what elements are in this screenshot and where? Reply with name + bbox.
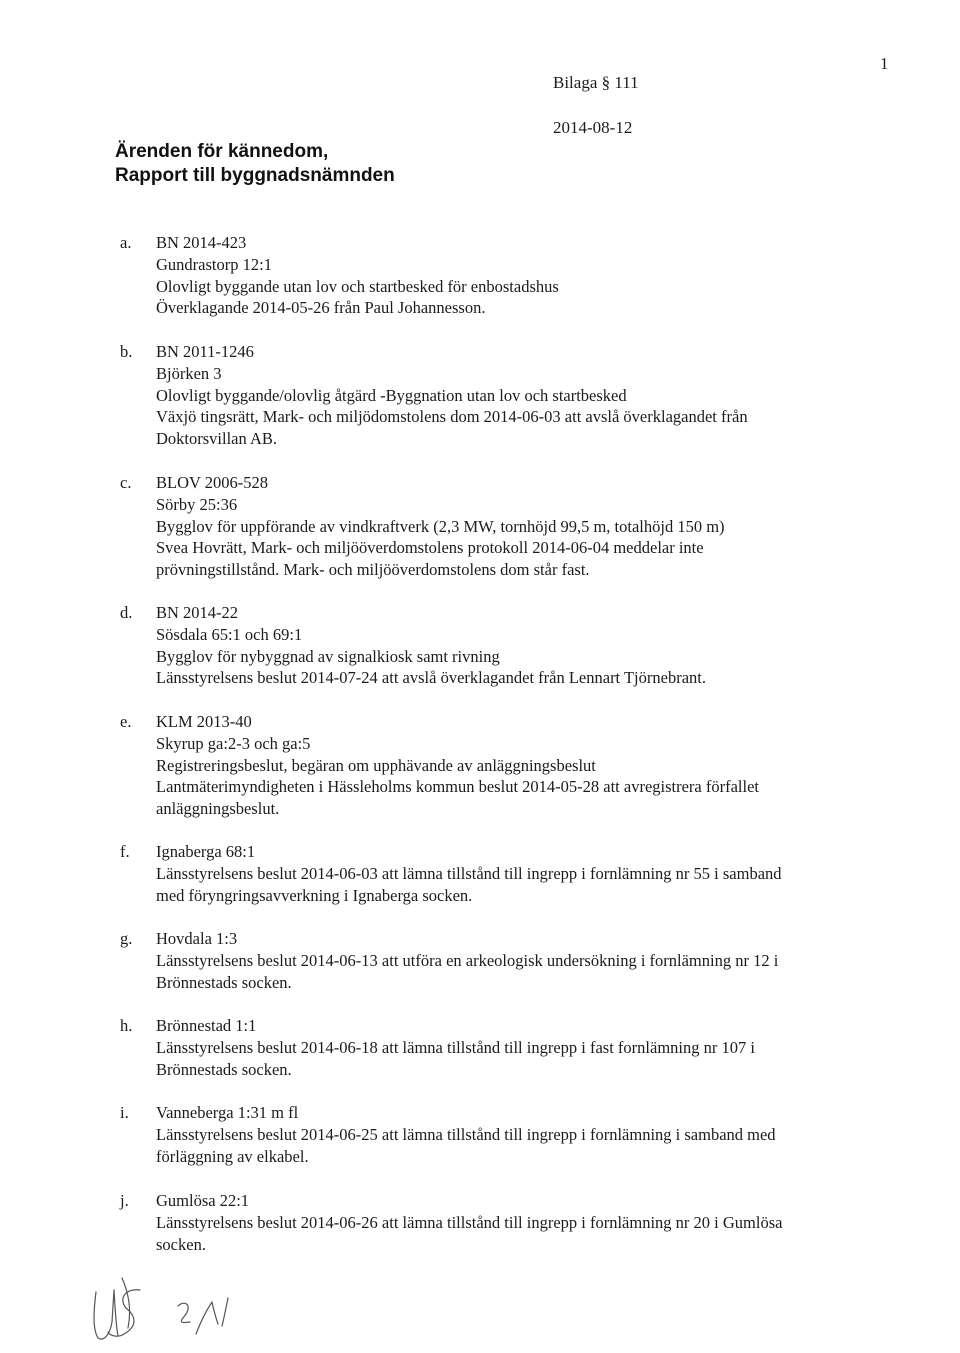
item-line: prövningstillstånd. Mark- och miljööverdomstolens dom står fast. <box>156 560 590 580</box>
item-line: Gundrastorp 12:1 <box>156 254 272 274</box>
item-letter: b. <box>120 342 133 361</box>
item-line: Svea Hovrätt, Mark- och miljööverdomstolens protokoll 2014-06-04 meddelar inte <box>156 538 704 558</box>
document-heading <box>115 140 395 188</box>
item-line: Doktorsvillan AB. <box>156 429 278 449</box>
item-i <box>120 1102 860 1167</box>
item-letter: i. <box>120 1103 129 1122</box>
item-line: Länsstyrelsens beslut 2014-06-18 att lämna tillstånd till ingrepp i fast fornlämning nr 107 i <box>156 1037 755 1057</box>
item-line: med föryngringsavverkning i Ignaberga socken. <box>156 885 473 905</box>
item-letter: c. <box>120 473 132 492</box>
item-line: Länsstyrelsens beslut 2014-06-25 att lämna tillstånd till ingrepp i fornlämning i samband med <box>156 1124 776 1144</box>
appendix-label: Bilaga § 111 <box>553 73 639 92</box>
heading-line-2: Rapport till byggnadsnämnden <box>115 165 395 186</box>
item-a <box>120 232 860 319</box>
item-line: Länsstyrelsens beslut 2014-07-24 att avslå överklagandet från Lennart Tjörnebrant. <box>156 668 706 688</box>
item-d <box>120 602 860 689</box>
item-line: Registreringsbeslut, begäran om upphävande av anläggningsbeslut <box>156 755 596 775</box>
item-g <box>120 928 860 993</box>
item-line: Länsstyrelsens beslut 2014-06-13 att utföra en arkeologisk undersökning i fornlämning nr 12 i <box>156 950 779 970</box>
item-h <box>120 1015 860 1080</box>
item-line: Länsstyrelsens beslut 2014-06-26 att lämna tillstånd till ingrepp i fornlämning nr 20 i Gumlösa <box>156 1212 783 1232</box>
item-line: Vanneberga 1:31 m fl <box>156 1103 299 1122</box>
item-line: BLOV 2006-528 <box>156 473 268 492</box>
item-line: BN 2014-22 <box>156 603 239 622</box>
item-line: Skyrup ga:2-3 och ga:5 <box>156 733 311 753</box>
item-line: Lantmäterimyndigheten i Hässleholms kommun beslut 2014-05-28 att avregistrera förfallet <box>156 777 760 797</box>
item-b <box>120 341 860 450</box>
item-letter: j. <box>120 1191 129 1210</box>
handwritten-signature <box>82 1268 282 1348</box>
item-line: Brönnestad 1:1 <box>156 1016 257 1035</box>
item-f <box>120 841 860 906</box>
heading-line-1: Ärenden för kännedom, <box>115 141 329 162</box>
item-line: Bygglov för uppförande av vindkraftverk (2,3 MW, tornhöjd 99,5 m, totalhöjd 150 m) <box>156 516 725 536</box>
item-line: BN 2014-423 <box>156 233 247 252</box>
item-line: Olovligt byggande/olovlig åtgärd -Byggnation utan lov och startbesked <box>156 385 627 405</box>
item-line: BN 2011-1246 <box>156 342 254 361</box>
document-date: 2014-08-12 <box>553 118 633 137</box>
item-line: Överklagande 2014-05-26 från Paul Johannesson. <box>156 298 486 318</box>
item-line: förläggning av elkabel. <box>156 1146 309 1166</box>
item-letter: e. <box>120 712 132 731</box>
item-line: Sörby 25:36 <box>156 494 238 514</box>
item-line: Länsstyrelsens beslut 2014-06-03 att lämna tillstånd till ingrepp i fornlämning nr 55 i samband <box>156 863 782 883</box>
item-letter: a. <box>120 233 132 252</box>
item-letter: d. <box>120 603 133 622</box>
item-line: Ignaberga 68:1 <box>156 842 256 861</box>
item-letter: h. <box>120 1016 133 1035</box>
item-line: Växjö tingsrätt, Mark- och miljödomstolens dom 2014-06-03 att avslå överklagandet från <box>156 407 748 427</box>
item-line: Sösdala 65:1 och 69:1 <box>156 624 303 644</box>
item-e <box>120 711 860 820</box>
item-line: Gumlösa 22:1 <box>156 1191 250 1210</box>
item-c <box>120 472 860 581</box>
item-line: Bygglov för nybyggnad av signalkiosk samt rivning <box>156 646 500 666</box>
item-line: Olovligt byggande utan lov och startbesked för enbostadshus <box>156 276 559 296</box>
item-line: Björken 3 <box>156 363 222 383</box>
item-line: anläggningsbeslut. <box>156 799 280 819</box>
item-line: Hovdala 1:3 <box>156 929 238 948</box>
item-letter: g. <box>120 929 133 948</box>
item-line: Brönnestads socken. <box>156 972 292 992</box>
item-line: Brönnestads socken. <box>156 1059 292 1079</box>
page-number: 1 <box>880 54 889 73</box>
item-letter: f. <box>120 842 130 861</box>
item-line: socken. <box>156 1234 206 1254</box>
item-line: KLM 2013-40 <box>156 712 252 731</box>
item-j <box>120 1190 860 1255</box>
